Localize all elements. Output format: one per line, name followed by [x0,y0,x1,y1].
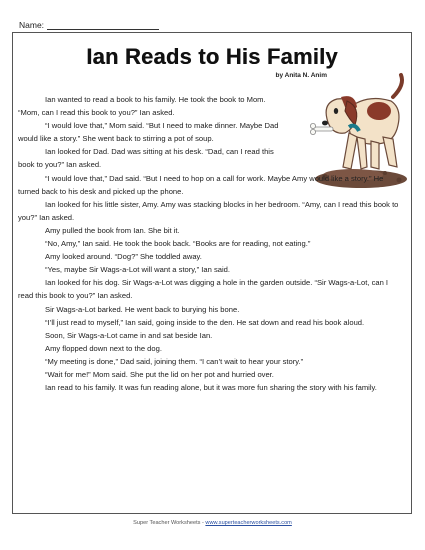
story-paragraph: Ian read to his family. It was fun reading alone, but it was more fun sharing the story with his family. [45,383,377,393]
story-byline: by Anita N. Anim [275,72,327,79]
story-paragraph: “I’ll just read to myself,” Ian said, going inside to the den. He sat down and read his book aloud. [45,317,365,327]
story-paragraph: Amy flopped down next to the dog. [45,343,162,353]
story-paragraph: “I would love that,” Mom said. “But I need to make dinner. Maybe Dad would like a story.” She went back to stirring a pot of soup. [18,121,279,144]
story-paragraph: Amy looked around. “Dog?” She toddled away. [45,252,202,262]
story-paragraph: “My meeting is done,” Dad said, joining them. “I can’t wait to hear your story.” [45,356,304,366]
story-paragraph: Ian looked for his little sister, Amy. Amy was stacking blocks in her bedroom. “Amy, can I read this book to you?” Ian asked. [18,199,399,222]
story-paragraph: “Wait for me!” Mom said. She put the lid on her pot and hurried over. [45,369,274,379]
worksheet-frame [12,32,412,514]
story-paragraph: “Yes, maybe Sir Wags-a-Lot will want a story,” Ian said. [45,265,230,275]
page-footer [0,520,425,526]
story-paragraph: “I would love that,” Dad said. “But I need to hop on a call for work. Maybe Amy would like a story.” He turned back to his desk and picked up the phone. [18,173,384,196]
story-paragraph: Ian looked for Dad. Dad was sitting at his desk. “Dad, can I read this book to you?” Ian asked. [18,147,274,170]
name-field [19,20,159,30]
story-paragraph: Soon, Sir Wags-a-Lot came in and sat beside Ian. [45,330,213,340]
story-paragraph: Sir Wags-a-Lot barked. He went back to burying his bone. [45,304,240,314]
name-blank-line[interactable] [47,21,159,30]
story-paragraph: Amy pulled the book from Ian. She bit it. [45,225,180,235]
story-paragraph: Ian looked for his dog. Sir Wags-a-Lot was digging a hole in the garden outside. “Sir Wags-a-Lot, can I read this book to you?” Ian asked. [18,278,389,301]
story-title: Ian Reads to His Family [86,44,338,69]
name-label: Name: [19,20,45,30]
footer-prefix: Super Teacher Worksheets - [133,520,206,526]
story-text [18,93,402,394]
footer-link[interactable]: www.superteacherworksheets.com [205,520,292,526]
story-paragraph: “No, Amy,” Ian said. He took the book back. “Books are for reading, not eating.” [45,239,311,249]
story-paragraph: Ian wanted to read a book to his family. He took the book to Mom. “Mom, can I read this book to you?” Ian asked. [18,95,266,118]
